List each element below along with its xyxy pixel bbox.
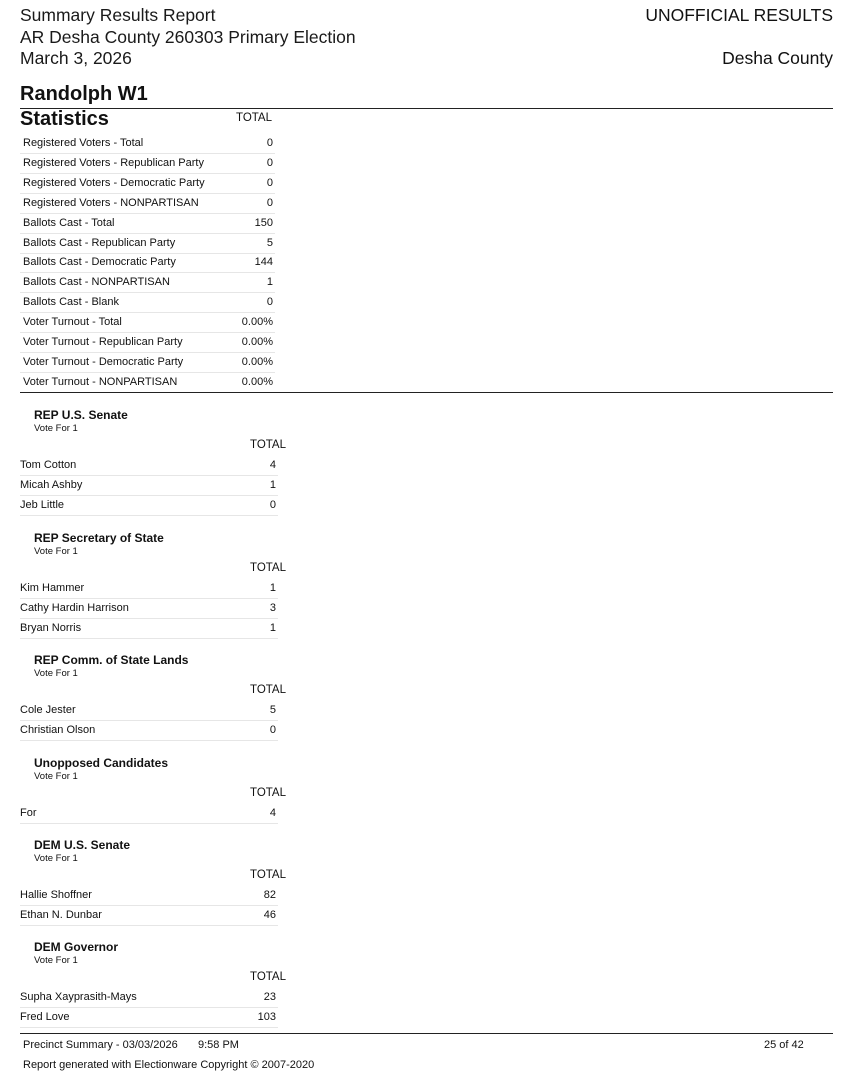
candidate-name: Cathy Hardin Harrison — [20, 602, 129, 614]
statistics-label: Registered Voters - Republican Party — [23, 156, 204, 169]
candidate-row — [20, 804, 278, 824]
precinct-title: Randolph W1 — [20, 83, 148, 105]
statistics-value: 150 — [254, 216, 273, 229]
candidate-name: Cole Jester — [20, 704, 76, 716]
candidate-name: Bryan Norris — [20, 622, 82, 634]
statistics-row — [20, 234, 275, 254]
candidate-votes: 3 — [269, 602, 276, 614]
statistics-row — [20, 154, 275, 174]
divider — [20, 108, 833, 109]
statistics-label: Ballots Cast - NONPARTISAN — [23, 276, 170, 289]
candidate-votes: 1 — [269, 622, 276, 634]
vote-for-label: Vote For 1 — [34, 955, 78, 966]
candidate-row — [20, 701, 278, 721]
candidate-name: Hallie Shoffner — [20, 889, 92, 901]
statistics-value: 0 — [266, 176, 273, 189]
statistics-label: Voter Turnout - Total — [23, 316, 122, 329]
vote-for-label: Vote For 1 — [34, 853, 78, 864]
candidate-row — [20, 721, 278, 741]
candidate-votes: 5 — [269, 704, 276, 716]
footer-summary: Precinct Summary - 03/03/2026 — [23, 1039, 178, 1051]
statistics-label: Registered Voters - Total — [23, 137, 144, 149]
statistics-row — [20, 313, 275, 333]
footer-generated: Report generated with Electionware Copyright © 2007-2020 — [23, 1059, 315, 1071]
candidate-votes: 1 — [269, 582, 276, 594]
candidate-votes: 46 — [263, 909, 276, 921]
candidate-row — [20, 988, 278, 1008]
county-name: Desha County — [722, 48, 833, 68]
election-date: March 3, 2026 — [20, 48, 132, 68]
vote-for-label: Vote For 1 — [34, 771, 78, 782]
statistics-row — [20, 134, 275, 154]
statistics-value: 0.00% — [241, 375, 273, 388]
statistics-row — [20, 194, 275, 214]
statistics-label: Ballots Cast - Democratic Party — [23, 256, 176, 269]
statistics-label: Voter Turnout - Republican Party — [23, 336, 183, 348]
candidate-name: Kim Hammer — [20, 582, 85, 594]
total-header: TOTAL — [250, 869, 286, 881]
candidate-votes: 4 — [269, 459, 276, 471]
candidate-row — [20, 579, 278, 599]
statistics-row — [20, 174, 275, 194]
report-title: Summary Results Report — [20, 5, 216, 25]
statistics-value: 0 — [266, 156, 273, 169]
statistics-row — [20, 273, 275, 293]
report-header — [20, 5, 356, 70]
statistics-row — [20, 214, 275, 234]
statistics-row — [20, 333, 275, 353]
statistics-value: 0.00% — [241, 355, 273, 368]
divider — [20, 392, 833, 393]
statistics-value: 0 — [266, 137, 273, 149]
statistics-label: Ballots Cast - Blank — [23, 296, 119, 309]
footer-time: 9:58 PM — [198, 1039, 239, 1051]
statistics-row — [20, 353, 275, 373]
total-header: TOTAL — [250, 439, 286, 451]
candidate-name: Micah Ashby — [20, 479, 83, 491]
candidate-name: Supha Xayprasith-Mays — [20, 991, 137, 1003]
candidate-row — [20, 599, 278, 619]
statistics-label: Registered Voters - Democratic Party — [23, 176, 205, 189]
contest-title: REP Secretary of State — [34, 531, 164, 545]
candidate-name: Jeb Little — [20, 499, 65, 511]
contest-title: REP U.S. Senate — [34, 408, 128, 422]
statistics-value: 0.00% — [241, 336, 273, 348]
statistics-value: 5 — [266, 236, 273, 249]
candidate-row — [20, 619, 278, 639]
candidate-name: Ethan N. Dunbar — [20, 909, 102, 921]
total-header: TOTAL — [250, 562, 286, 574]
statistics-title: Statistics — [20, 108, 109, 130]
contest-title: Unopposed Candidates — [34, 756, 169, 770]
candidate-row — [20, 886, 278, 906]
candidate-votes: 0 — [269, 724, 276, 736]
statistics-label: Voter Turnout - Democratic Party — [23, 355, 184, 368]
total-header: TOTAL — [250, 971, 286, 983]
statistics-value: 0 — [266, 196, 273, 209]
candidate-name: Fred Love — [20, 1011, 70, 1023]
candidate-name: Tom Cotton — [20, 459, 77, 471]
candidate-row — [20, 476, 278, 496]
candidate-votes: 0 — [269, 499, 276, 511]
results-status: UNOFFICIAL RESULTS — [645, 5, 833, 25]
candidate-name: For — [20, 807, 37, 819]
statistics-label: Ballots Cast - Republican Party — [23, 236, 176, 249]
statistics-value: 144 — [254, 256, 273, 269]
candidate-row — [20, 1008, 278, 1028]
statistics-row — [20, 373, 275, 393]
contest-title: REP Comm. of State Lands — [34, 653, 189, 667]
candidate-votes: 4 — [269, 807, 276, 819]
statistics-value: 1 — [266, 276, 273, 289]
candidate-votes: 1 — [269, 479, 276, 491]
statistics-label: Registered Voters - NONPARTISAN — [23, 196, 199, 209]
election-name: AR Desha County 260303 Primary Election — [20, 26, 356, 47]
statistics-row — [20, 253, 275, 273]
candidate-row — [20, 456, 278, 476]
statistics-row — [20, 293, 275, 313]
total-header: TOTAL — [250, 787, 286, 799]
candidate-votes: 23 — [263, 991, 276, 1003]
statistics-label: Voter Turnout - NONPARTISAN — [23, 375, 178, 388]
vote-for-label: Vote For 1 — [34, 546, 78, 557]
vote-for-label: Vote For 1 — [34, 423, 78, 434]
vote-for-label: Vote For 1 — [34, 668, 78, 679]
candidate-votes: 103 — [257, 1011, 276, 1023]
total-header: TOTAL — [250, 684, 286, 696]
contest-title: DEM U.S. Senate — [34, 838, 131, 852]
statistics-value: 0 — [266, 296, 273, 309]
statistics-value: 0.00% — [241, 316, 273, 329]
statistics-label: Ballots Cast - Total — [23, 216, 115, 229]
footer-divider — [20, 1033, 833, 1034]
candidate-votes: 82 — [263, 889, 276, 901]
contest-title: DEM Governor — [34, 940, 119, 954]
candidate-row — [20, 906, 278, 926]
page-number: 25 of 42 — [764, 1039, 804, 1051]
candidate-row — [20, 496, 278, 516]
candidate-name: Christian Olson — [20, 724, 96, 736]
statistics-total-header: TOTAL — [236, 112, 272, 124]
